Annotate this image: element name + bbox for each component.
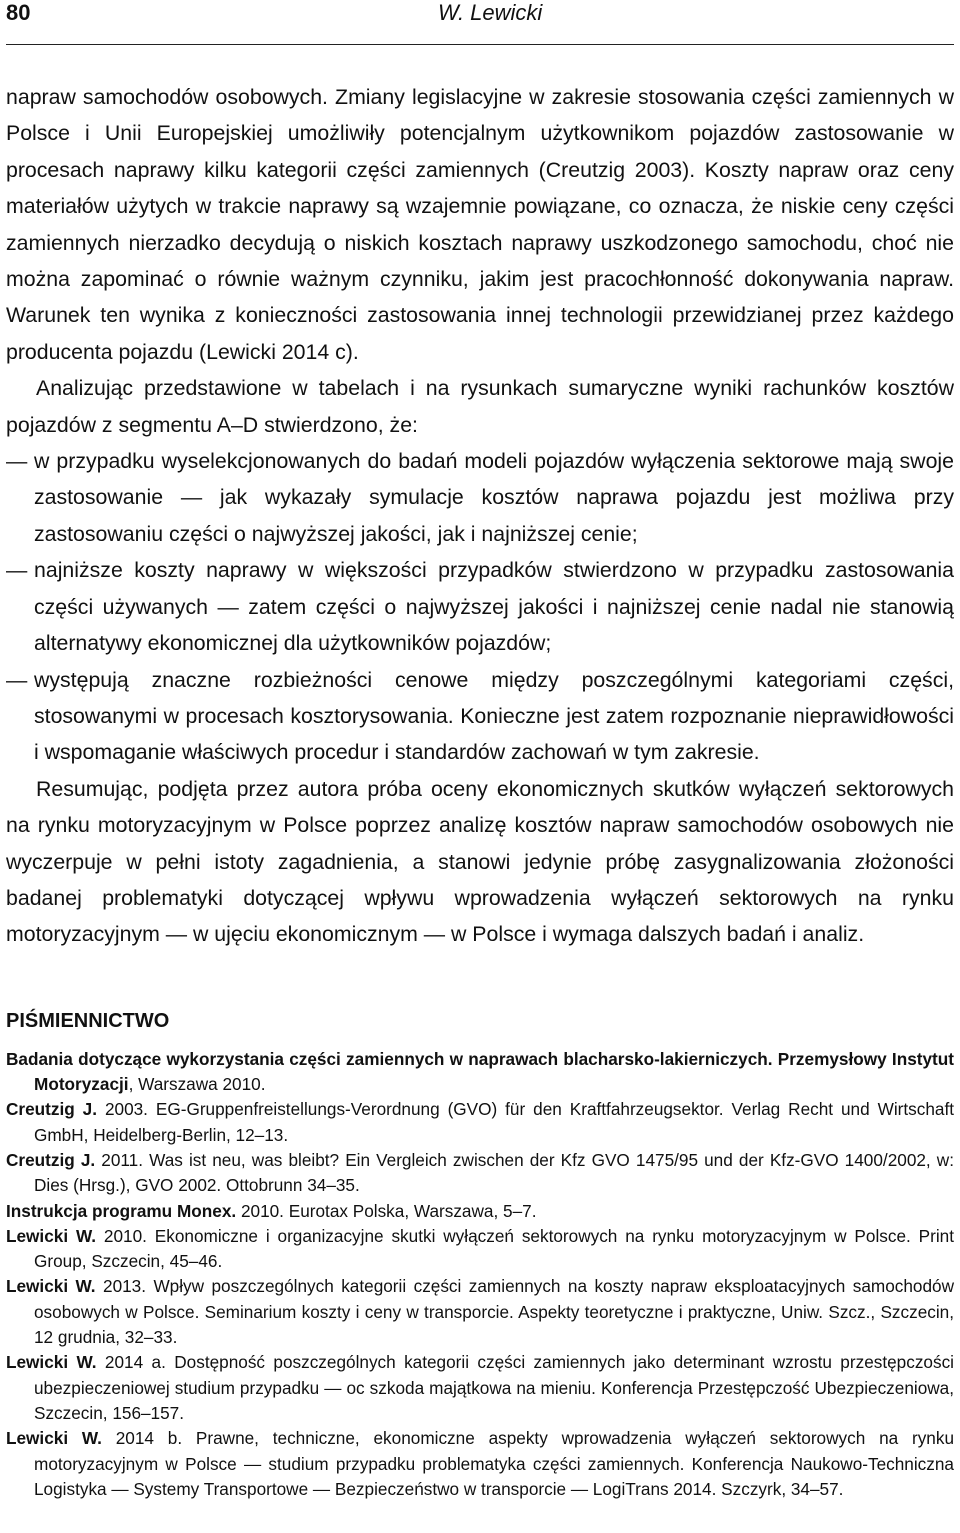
- reference-details: , Warszawa 2010.: [128, 1074, 266, 1095]
- document-page: [6, 0, 954, 1502]
- list-item-text: występują znaczne rozbieżności cenowe między poszczególnymi kategoriami części, stosowanymi w procesach kosztorysowania. Konieczne jest zatem rozpoznanie nieprawidłowości i wspomaganie właściwych procedur i standardów zachowań w tym zakresie.: [34, 667, 954, 765]
- page-number: 80: [6, 0, 31, 25]
- dash-bullet: —: [6, 667, 28, 692]
- reference-details: 2010. Eurotax Polska, Warszawa, 5–7.: [236, 1200, 537, 1221]
- references-list: [6, 1047, 954, 1502]
- body-text: [6, 79, 954, 953]
- reference-author: Creutzig J.: [6, 1149, 96, 1170]
- reference-item: [6, 1148, 954, 1199]
- reference-details: 2003. EG-Gruppenfreistellungs-Verordnung (GVO) für den Kraftfahrzeugsektor. Verlag Recht und Wirtschaft GmbH, Heidelberg-Berlin, 12–13.: [34, 1099, 954, 1145]
- reference-item: [6, 1097, 954, 1148]
- list-item: [6, 552, 954, 661]
- list-item-text: najniższe koszty naprawy w większości przypadków stwierdzono w przypadku zastosowania części używanych — zatem części o najwyższej jakości i najniższej cenie nadal nie stanowią alternatywy ekonomicznej dla użytkowników pojazdów;: [34, 558, 954, 656]
- paragraph-2: Analizując przedstawione w tabelach i na rysunkach sumaryczne wyniki rachunków kosztów pojazdów z segmentu A–D stwierdzono, że:: [6, 376, 954, 437]
- reference-item: [6, 1224, 954, 1275]
- conclusions-list: [6, 443, 954, 771]
- reference-details: 2014 a. Dostępność poszczególnych kategorii części zamiennych jako determinant wzrostu przestępczości ubezpieczeniowej studium przypadku — oc szkoda majątkowa na mieniu. Konferencja Przestępczość Ubezpieczeniowa, Szczecin, 156–157.: [34, 1352, 954, 1423]
- reference-author: Instrukcja programu Monex.: [6, 1200, 237, 1221]
- reference-item: [6, 1350, 954, 1426]
- list-item-text: w przypadku wyselekcjonowanych do badań modeli pojazdów wyłączenia sektorowe mają swoje zastosowanie — jak wykazały symulacje kosztów naprawa pojazdu jest możliwa przy zastosowaniu części o najwyższej jakości, jak i najniższej cenie;: [34, 449, 954, 546]
- reference-item: [6, 1047, 954, 1098]
- dash-bullet: —: [6, 449, 28, 474]
- page-header: [6, 0, 954, 45]
- paragraph-1: napraw samochodów osobowych. Zmiany legislacyjne w zakresie stosowania części zamiennych w Polsce i Unii Europejskiej umożliwiły potencjalnym użytkownikom pojazdów zastosowanie w procesach naprawy kilku kategorii części zamiennych (Creutzig 2003). Koszty napraw oraz ceny materiałów użytych w trakcie naprawy są wzajemnie powiązane, co oznacza, że niskie ceny części zamiennych nierzadko decydują o niskich kosztach naprawy uszkodzonego samochodu, choć nie można zapominać o równie ważnym czynniku, jakim jest pracochłonność dokonywania napraw. Warunek ten wynika z konieczności zastosowania innej technologii przewidzianej przez każdego producenta pojazdu (Lewicki 2014 c).: [6, 85, 954, 364]
- list-item: [6, 443, 954, 552]
- reference-item: [6, 1199, 954, 1224]
- reference-author: Creutzig J.: [6, 1099, 98, 1120]
- reference-details: 2010. Ekonomiczne i organizacyjne skutki wyłączeń sektorowych na rynku motoryzacyjnym w Polsce. Print Group, Szczecin, 45–46.: [34, 1225, 955, 1272]
- paragraph-3: Resumując, podjęta przez autora próba oceny ekonomicznych skutków wyłączeń sektorowych na rynku motoryzacyjnym w Polsce poprzez analizę kosztów napraw samochodów osobowych nie wyczerpuje w pełni istoty zagadnienia, a stanowi jedynie próbę zasygnalizowania złożoności badanej problematyki dotyczącej wpływu wprowadzenia wyłączeń sektorowych na rynku motoryzacyjnym — w ujęciu ekonomicznym — w Polsce i wymaga dalszych badań i analiz.: [6, 776, 954, 947]
- reference-author: Lewicki W.: [6, 1352, 97, 1373]
- reference-details: 2011. Was ist neu, was bleibt? Ein Vergleich zwischen der Kfz GVO 1475/95 und der Kfz-GVO 1400/2002, w: Dies (Hrsg.), GVO 2002. Ottobrunn 34–35.: [34, 1149, 954, 1196]
- list-item: [6, 662, 954, 771]
- reference-details: 2014 b. Prawne, techniczne, ekonomiczne aspekty wprowadzenia wyłączeń sektorowych na rynku motoryzacyjnym w Polsce — studium przypadku problematyka części zamiennych. Konferencja Naukowo-Techniczna Logistyka — Systemy Transportowe — Bezpieczeństwo w transporcie — LogiTrans 2014. Szczyrk, 34–57.: [34, 1428, 955, 1499]
- reference-author: Lewicki W.: [6, 1428, 102, 1449]
- reference-author: Lewicki W.: [6, 1225, 97, 1246]
- reference-item: [6, 1426, 954, 1502]
- references-heading: PIŚMIENNICTWO: [6, 1009, 170, 1032]
- reference-details: 2013. Wpływ poszczególnych kategorii części zamiennych na koszty napraw eksploatacyjnych samochodów osobowych w Polsce. Seminarium koszty i ceny w transporcie. Aspekty teoretyczne i praktyczne, Uniw. Szcz., Szczecin, 12 grudnia, 32–33.: [34, 1276, 954, 1348]
- running-head-author: W. Lewicki: [438, 0, 543, 25]
- reference-author: Badania dotyczące wykorzystania części zamiennych w naprawach blacharsko-lakierniczych. Przemysłowy Instytut Motoryzacji: [6, 1048, 954, 1095]
- reference-item: [6, 1274, 954, 1350]
- reference-author: Lewicki W.: [6, 1276, 96, 1297]
- dash-bullet: —: [6, 558, 28, 583]
